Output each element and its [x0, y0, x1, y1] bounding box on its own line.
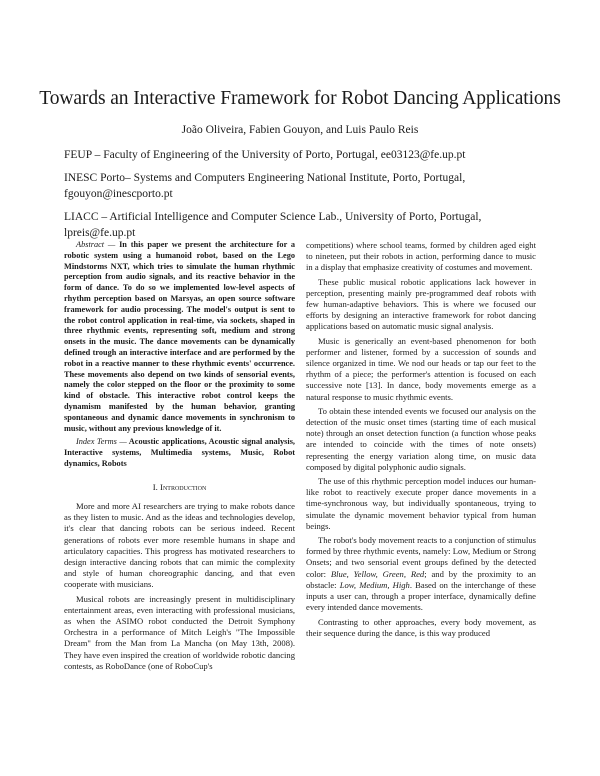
- body-paragraph: These public musical robotic applications lack however in perception, presenting mainly pre-programmed deaf robots with few human-adaptive behaviors. This is where we focused our efforts by designing an interactive framework for robot dancing applications based on automatic music signal analysis.: [306, 276, 536, 332]
- events-text-middle: ; and by the proximity to an obstacle:: [306, 568, 536, 590]
- body-paragraph: To obtain these intended events we focused our analysis on the detection of the music onset times (starting time of each musical note) through an onset detection function (a function whose peaks are intended to coincide with the times of note onsets) representing the energy variation along time, on music data composed by digital polyphonic audio signals.: [306, 405, 536, 472]
- affiliation-inesc: INESC Porto– Systems and Computers Engineering National Institute, Porto, Portugal, fgouyon@inescporto.pt: [64, 172, 466, 200]
- abstract: [64, 240, 295, 470]
- intro-paragraph: More and more AI researchers are trying to make robots dance as they listen to music. And as the ideas and technologies develop, it's clear that dancing robots can be serious indeed. Recent generations of robots ever more resemble humans in shape and articulatory capacities. This progress has motivated researchers to design interactive dancing robots that can mimic the complexity and style of human choreographic dancing, and that even cooperate with musicians.: [64, 500, 295, 590]
- paper-authors: João Oliveira, Fabien Gouyon, and Luis Paulo Reis: [181, 124, 419, 136]
- affiliation-feup: FEUP – Faculty of Engineering of the University of Porto, Portugal, ee03123@fe.up.pt: [64, 149, 466, 161]
- paper-title: Towards an Interactive Framework for Robot Dancing Applications: [39, 88, 561, 109]
- events-text-after: . Based on the interchange of these inputs a user can, through a proper interface, dynamically define every intended dance movements.: [306, 579, 536, 613]
- body-paragraph-events: [306, 535, 536, 613]
- proximity-events: Low, Medium, High: [339, 579, 410, 590]
- abstract-text: In this paper we present the architecture for a robotic system using a humanoid robot, based on the Lego Mindstorms NXT, which tries to simulate the human rhythmic perception from audio signals, and its reactive behavior in the form of dance. To do so we implemented low-level aspects of rhythm perception based on Marsyas, an open source software framework for audio processing. The model's output is sent to the robot control application in real-time, via sockets, shaped in three rhythmic events, representing soft, medium and strong onsets in the music. The dance movements can be dynamically defined trough an interactive interface and are performed by the robot in a reactive manner to these rhythmic events' occurrence. These movements also depend on two kinds of sensorial events, namely the color stepped on the floor or the proximity to some kind of obstacle. This interactive robot control keeps the dynamism manifested by the human behavior, granting spontaneous and dynamic dance movements in synchronism to music, without any previous knowledge of it.: [64, 240, 296, 433]
- section-title: Introduction: [160, 481, 207, 492]
- index-terms-label: Index Terms: [76, 437, 117, 447]
- body-paragraph-continued: competitions) where school teams, formed by children aged eight to nineteen, put their robots in action, performing dance to music in a display that emphasize creativity of costumes and movement.: [306, 240, 536, 273]
- section-number: I.: [152, 481, 158, 492]
- color-events: Blue, Yellow, Green, Red: [330, 568, 425, 579]
- body-paragraph: Music is generically an event-based phenomenon for both performer and listener, formed by a succession of sounds and silence organized in time. We nod our heads or tap our feet to the rhythm of a piece; the performer's attention is focused on each successive note [13]. In dance, body movements emerge as a natural response to music rhythmic events.: [306, 335, 536, 402]
- body-paragraph: Contrasting to other approaches, every body movement, as their sequence during the dance, is this way produced: [306, 616, 536, 638]
- body-paragraph: The use of this rhythmic perception model induces our human-like robot to reactively execute proper dance movements in a time-synchronous way, but individually spontaneous, trying to simulate the dynamic movement behavior typical from human beings.: [306, 476, 536, 531]
- index-terms-dash: —: [119, 437, 127, 447]
- abstract-dash: —: [107, 240, 116, 249]
- affiliation-liacc: LIACC – Artificial Intelligence and Computer Science Lab., University of Porto, Portugal, lpreis@fe.up.pt: [64, 211, 482, 239]
- index-terms-text: Acoustic applications, Acoustic signal analysis, Interactive systems, Multimedia systems, Music, Robot dynamics, Robots: [64, 437, 295, 468]
- right-column: [306, 240, 536, 639]
- left-column: [64, 240, 295, 672]
- intro-paragraph: Musical robots are increasingly present in multidisciplinary entertainment areas, even interacting with professional musicians, as when the ASIMO robot conducted the Detroit Symphony Orchestra in a performance of Mitch Leigh's "The Impossible Dream" from the Man from La Mancha (on May 13th, 2008). They have even inspired the creation of worldwide robotic dancing contests, as RoboDance (one of RoboCup's: [64, 593, 295, 671]
- abstract-label: Abstract: [76, 240, 105, 249]
- events-text-before: The robot's body movement reacts to a conjunction of stimulus formed by three rhythmic events, namely: Low, Medium or Strong Onsets; and two sensorial event groups defined by the detected color:: [306, 535, 536, 579]
- section-heading-introduction: [64, 482, 295, 493]
